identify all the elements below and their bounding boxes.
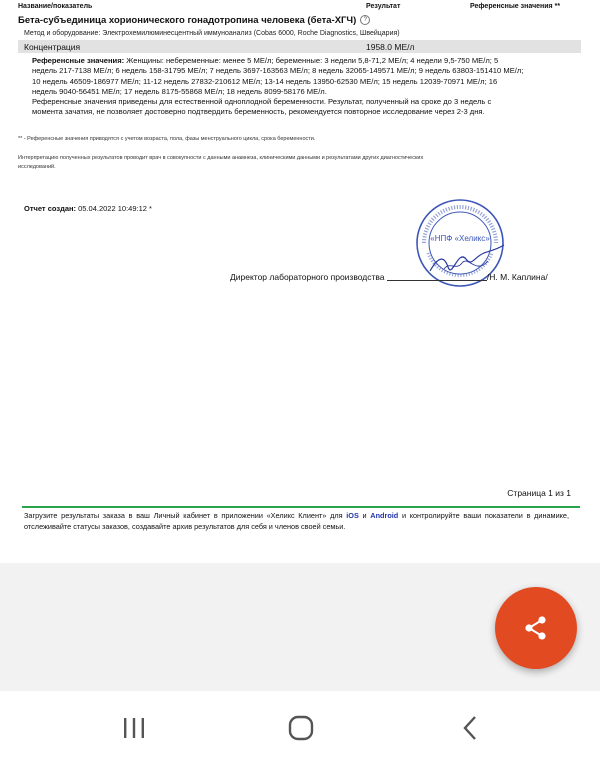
reference-values bbox=[32, 56, 524, 118]
share-button[interactable] bbox=[495, 587, 577, 669]
report-created bbox=[24, 204, 152, 213]
help-icon[interactable]: ? bbox=[360, 15, 370, 25]
reference-label: Референсные значения: bbox=[32, 56, 125, 65]
test-title-text: Бета-субъединица хорионического гонадотропина человека (бета-ХГЧ) bbox=[18, 15, 357, 26]
back-icon bbox=[460, 715, 480, 741]
back-button[interactable] bbox=[452, 713, 488, 743]
stamp-company-name: «НПФ «Хеликс» bbox=[430, 234, 490, 243]
footer-text-1: Загрузите результаты заказа в ваш Личный кабинет в приложении «Хеликс Клиент» для bbox=[24, 511, 343, 520]
created-label: Отчет создан: bbox=[24, 204, 77, 213]
signature-line bbox=[387, 272, 487, 281]
page-number: Страница 1 из 1 bbox=[507, 488, 571, 498]
android-link[interactable]: Android bbox=[370, 511, 399, 520]
created-value: 05.04.2022 10:49:12 * bbox=[76, 204, 152, 213]
footnote: ** - Референсные значения приводятся с учетом возраста, пола, фазы менструального цикла, срока беременности. bbox=[18, 136, 316, 142]
footer-and: и bbox=[358, 511, 371, 520]
interpretation-note: Интерпретацию полученных результатов проводит врач в совокупности с данными анамнеза, клиническими данными и результатами других диагностических исследований. bbox=[18, 155, 424, 170]
test-title bbox=[18, 15, 370, 26]
director-signature-line bbox=[230, 272, 548, 282]
divider bbox=[22, 506, 580, 508]
reference-text: Женщины: небеременные: менее 5 МЕ/л; беременные: 3 недели 5,8-71,2 МЕ/л; 4 недели 9,5-750 МЕ/л; 5 недель 217-7138 МЕ/л; 6 недель 158-31795 МЕ/л; 7 недель 3697-163563 МЕ/л; 8 недель 32065-149571 МЕ/л; 9 недель 63803-151410 МЕ/л; 10 недель 46509-186977 МЕ/л; 11-12 недель 27832-210612 МЕ/л; 13-14 недель 13950-62530 МЕ/л; 15 недель 12039-70971 МЕ/л; 16 недель 9040-56451 МЕ/л; 17 недель 8175-55868 МЕ/л; 18 недель 8099-58176 МЕ/л. bbox=[32, 56, 524, 96]
recent-apps-icon bbox=[121, 716, 147, 740]
director-name: /Н. М. Каплина/ bbox=[486, 272, 548, 282]
column-header-name: Название/показатель bbox=[18, 3, 93, 10]
column-header-reference: Референсные значения ** bbox=[470, 3, 561, 10]
system-navigation-bar bbox=[0, 691, 600, 761]
ios-link[interactable]: iOS bbox=[346, 511, 359, 520]
director-label: Директор лабораторного производства bbox=[230, 272, 385, 282]
home-button[interactable] bbox=[283, 713, 319, 743]
reference-note: Референсные значения приведены для естественной одноплодной беременности. Результат, полученный на сроке до 3 недель с момента зачатия, не позволяет достоверно подтвердить беременность, рекомендуется повторное исследование через 2-3 дня. bbox=[32, 97, 492, 117]
result-row bbox=[18, 40, 581, 53]
home-icon bbox=[287, 714, 315, 742]
recent-apps-button[interactable] bbox=[116, 713, 152, 743]
column-header-result: Результат bbox=[366, 3, 401, 10]
parameter-value: 1958.0 МЕ/л bbox=[366, 42, 415, 52]
parameter-name: Концентрация bbox=[24, 42, 81, 52]
method-line: Метод и оборудование: Электрохемилюминесцентный иммуноанализ (Cobas 6000, Roche Diagnostics, Швейцария) bbox=[24, 30, 400, 37]
share-icon bbox=[522, 614, 550, 642]
app-promo-footer bbox=[24, 511, 569, 533]
footer-text-2: и контролируйте ваши показатели в динамике, отслеживайте статусы заказов, создавайте архив результатов для себя и членов своей семьи. bbox=[24, 511, 570, 531]
